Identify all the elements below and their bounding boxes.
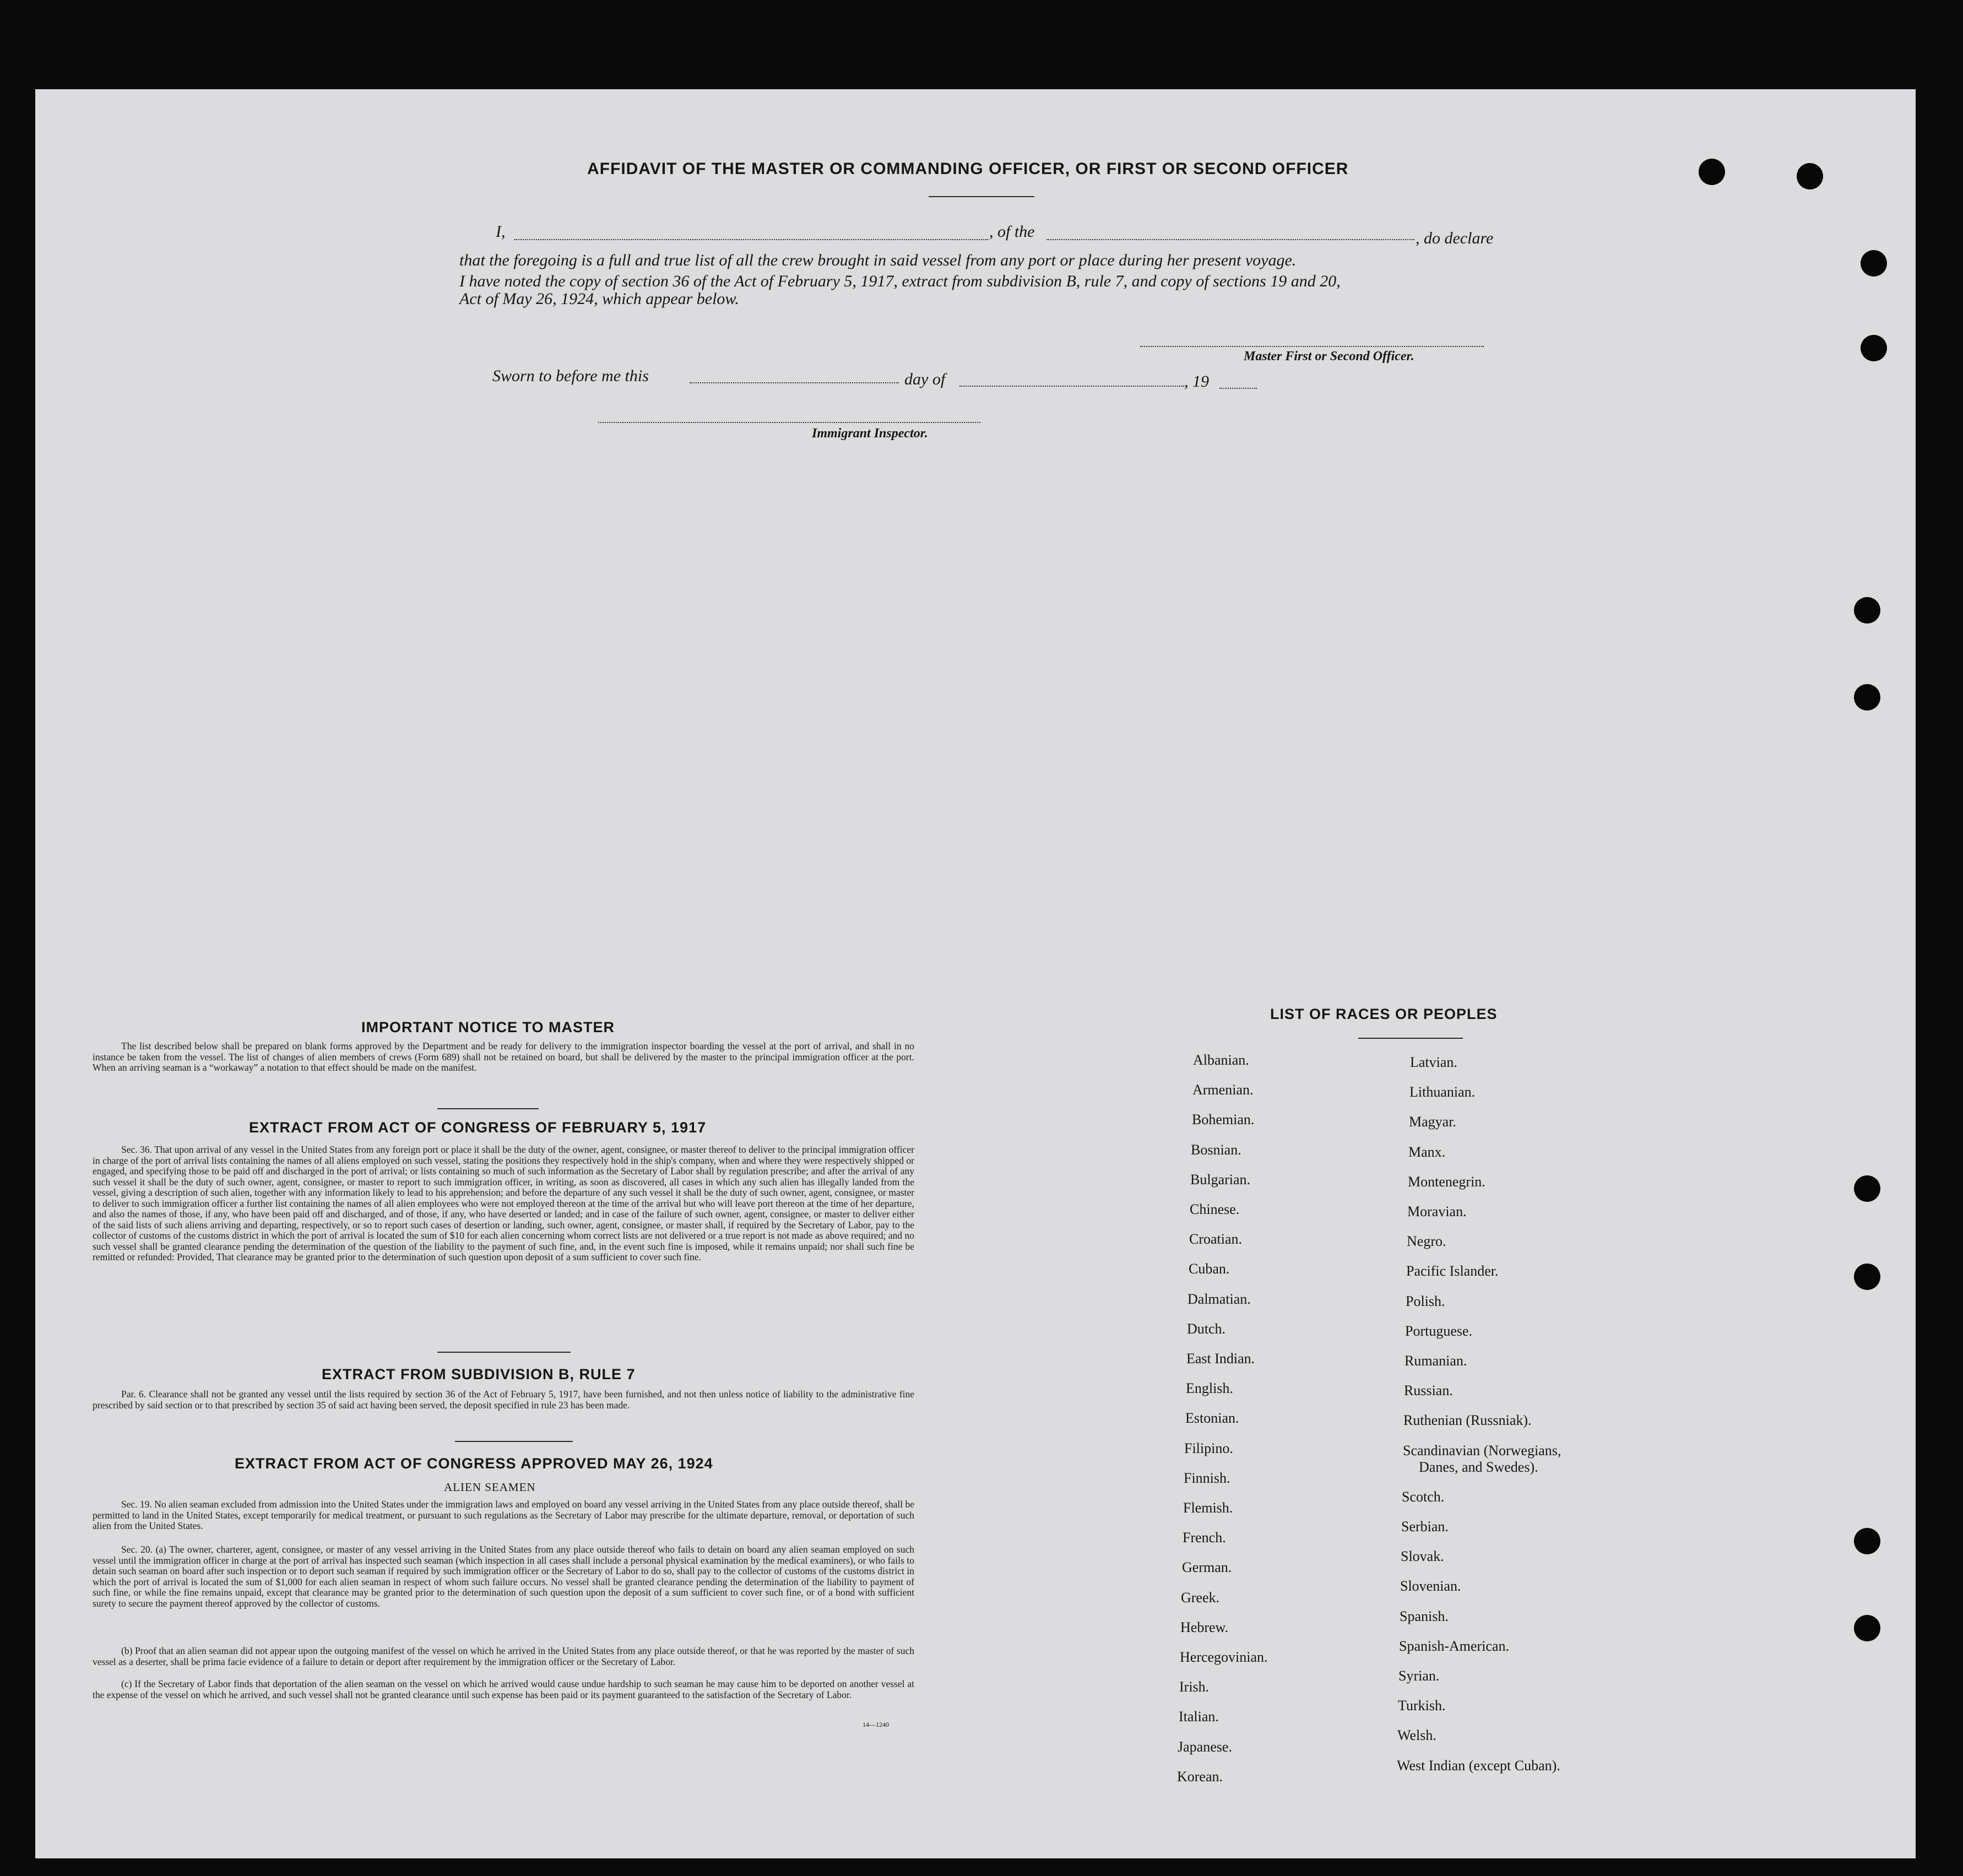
race-item: Estonian.: [1185, 1410, 1239, 1427]
sworn-prefix: Sworn to before me this: [492, 367, 649, 385]
race-item: Portuguese.: [1405, 1322, 1473, 1339]
race-item: Turkish.: [1398, 1698, 1446, 1714]
inspector-label: Immigrant Inspector.: [812, 426, 928, 441]
races-title: LIST OF RACES OR PEOPLES: [1270, 1006, 1498, 1022]
extract-1917-title: EXTRACT FROM ACT OF CONGRESS OF FEBRUARY 5, 1917: [249, 1119, 707, 1136]
race-item: Bulgarian.: [1190, 1171, 1251, 1188]
race-item: West Indian (except Cuban).: [1397, 1757, 1560, 1774]
section-divider: [437, 1352, 571, 1353]
sworn-day-blank: [690, 382, 899, 383]
affidavit-do-declare: , do declare: [1416, 229, 1494, 247]
sworn-month-blank: [959, 386, 1184, 387]
race-item: Hercegovinian.: [1180, 1649, 1268, 1665]
race-item: Syrian.: [1398, 1668, 1440, 1684]
race-item: Polish.: [1406, 1293, 1445, 1309]
affidavit-of-the: , of the: [989, 223, 1035, 241]
race-item: Filipino.: [1184, 1440, 1233, 1456]
race-item: Latvian.: [1410, 1054, 1457, 1070]
race-item: French.: [1183, 1530, 1226, 1546]
extract-1924-title: EXTRACT FROM ACT OF CONGRESS APPROVED MAY 26, 1924: [235, 1455, 713, 1472]
sworn-year: , 19: [1184, 372, 1209, 391]
race-item: Russian.: [1404, 1382, 1453, 1399]
extract-1924-sec20b: (b) Proof that an alien seaman did not appear upon the outgoing manifest of the vessel on which he arrived in the United States from any place outside thereof, or that he was reported by the master of such vessel as a deserter, shall be prima facie evidence of a failure to detain or deport after requirement by the immigration officer or the Secretary of Labor.: [93, 1645, 914, 1667]
extract-1924-sec20c: (c) If the Secretary of Labor finds that deportation of the alien seaman on the vessel on which he arrived would cause undue hardship to such seaman he may cause him to be deported on another vessel at the expense of the vessel on which he arrived, and such vessel shall not be granted clearance until such expense has been paid or its payment guaranteed to the satisfaction of the Secretary of Labor.: [93, 1678, 914, 1700]
binder-hole: [1861, 335, 1887, 361]
race-item: Cuban.: [1189, 1261, 1230, 1277]
affidavit-line4: Act of May 26, 1924, which appear below.: [459, 290, 739, 308]
extract-1924-sec19: Sec. 19. No alien seaman excluded from admission into the United States under the immigration laws and employed on board any vessel arriving in the United States from any place outside thereof, shall be permitted to land in the United States, except temporarily for medical treatment, or pursuant to such regulations as the Secretary of Labor may prescribe for the ultimate departure, removal, or deportation of such alien from the United States.: [93, 1499, 914, 1531]
binder-hole: [1861, 250, 1887, 276]
race-item: Serbian.: [1401, 1519, 1449, 1535]
race-item: East Indian.: [1186, 1351, 1255, 1367]
race-item: Danes, and Swedes).: [1419, 1458, 1538, 1475]
name-blank: [514, 239, 988, 240]
race-item: English.: [1186, 1380, 1233, 1397]
affidavit-title: AFFIDAVIT OF THE MASTER OR COMMANDING OFFICER, OR FIRST OR SECOND OFFICER: [587, 160, 1349, 178]
race-item: German.: [1182, 1559, 1232, 1576]
race-item: Korean.: [1177, 1768, 1223, 1785]
race-item: Dalmatian.: [1187, 1291, 1251, 1307]
notice-body: The list described below shall be prepared on blank forms approved by the Department and be ready for delivery to the immigration inspector boarding the vessel at the port of arrival, and shall in no instance be taken from the vessel. The list of changes of alien members of crews (Form 689) shall not be retained on board, but shall be delivered by the master to the principal immigration officer at the port. When an arriving seaman is a “workaway” a notation to that effect should be made on the manifest.: [93, 1040, 914, 1073]
race-item: Greek.: [1181, 1589, 1220, 1606]
affidavit-i: I,: [496, 223, 506, 241]
race-item: Croatian.: [1189, 1231, 1243, 1248]
extract-1917-body: Sec. 36. That upon arrival of any vessel in the United States from any foreign port or place it shall be the duty of the owner, agent, consignee, or master thereof to deliver to the principal immigration officer in charge of the port of arrival lists containing the names of all aliens employed on such vessel, stating the positions they respectively hold in the ship's company, when and where they were respectively shipped or engaged, and specifying those to be paid off and discharged in the port of arrival; or lists containing so much of such information as the Secretary of Labor shall by regulation prescribe; and after the arrival of any such vessel it shall be the duty of such owner, agent, consignee, or master to report to such immigration officer, in writing, as soon as discovered, all cases in which any such alien has illegally landed from the vessel, giving a description of such alien, together with any information likely to lead to his apprehension; and before the departure of any such vessel it shall be the duty of such owner, agent, consignee, or master to deliver to such immigration officer a further list containing the names of all alien employees who were not employed thereon at the time of the arrival but who will leave port thereon at the time of her departure, and also the names of those, if any, who have been paid off and discharged, and of those, if any, who have deserted or landed; and in case of the failure of such owner, agent, consignee, or master to deliver either of the said lists of such aliens arriving and departing, respectively, or so to report such cases of desertion or landing, such owner, agent, consignee, or master shall, if required by the Secretary of Labor, pay to the collector of customs of the customs district in which the port of arrival is located the sum of $10 for each alien concerning whom correct lists are not delivered or a true report is not made as above required; and no such vessel shall be granted clearance pending the determination of the question of the liability to the payment of such fine, and, in the event such fine is imposed, while it remains unpaid; nor shall such fine be remitted or refunded: Provided, That clearance may be granted prior to the determination of such question upon deposit of a sum sufficient to cover such fine.: [93, 1144, 914, 1262]
binder-hole: [1854, 1175, 1880, 1202]
race-item: Flemish.: [1183, 1500, 1233, 1516]
race-item: Bohemian.: [1192, 1111, 1255, 1128]
race-item: Moravian.: [1407, 1203, 1467, 1219]
section-divider: [437, 1108, 539, 1109]
affidavit-line3: I have noted the copy of section 36 of the Act of February 5, 1917, extract from subdivision B, rule 7, and copy of sections 19 and 20,: [459, 272, 1341, 290]
sworn-line: [492, 366, 1264, 391]
race-item: Negro.: [1407, 1233, 1446, 1250]
master-signature-line: [1140, 346, 1484, 347]
race-item: Albanian.: [1193, 1052, 1249, 1068]
race-item: Slovak.: [1401, 1548, 1444, 1565]
race-item: Scandinavian (Norwegians,: [1403, 1442, 1561, 1458]
race-item: Finnish.: [1184, 1470, 1230, 1486]
race-item: Japanese.: [1178, 1738, 1232, 1755]
form-number: 14—1240: [863, 1721, 889, 1728]
section-divider: [455, 1441, 573, 1442]
race-item: Magyar.: [1409, 1114, 1456, 1130]
race-item: Lithuanian.: [1409, 1084, 1476, 1100]
extract-1924-subtitle: ALIEN SEAMEN: [444, 1481, 536, 1494]
master-signature-label: Master First or Second Officer.: [1244, 349, 1414, 364]
race-item: Montenegrin.: [1408, 1173, 1485, 1190]
binder-hole: [1854, 684, 1880, 711]
race-item: Chinese.: [1190, 1201, 1240, 1217]
race-item: Bosnian.: [1191, 1141, 1241, 1158]
race-item: Spanish-American.: [1399, 1638, 1510, 1654]
race-item: Italian.: [1179, 1709, 1219, 1725]
affidavit-line1: [496, 221, 1509, 247]
race-item: Scotch.: [1402, 1488, 1445, 1505]
race-item: Ruthenian (Russniak).: [1403, 1412, 1532, 1429]
race-item: Manx.: [1408, 1143, 1446, 1160]
affidavit-line2: that the foregoing is a full and true list of all the crew brought in said vessel from any port or place during her present voyage.: [459, 251, 1297, 269]
binder-hole: [1797, 163, 1823, 189]
binder-hole: [1699, 159, 1725, 185]
binder-hole: [1854, 1528, 1880, 1554]
extract-rule7-title: EXTRACT FROM SUBDIVISION B, RULE 7: [322, 1366, 636, 1382]
race-item: Hebrew.: [1180, 1619, 1229, 1635]
sworn-day-of: day of: [904, 370, 946, 388]
notice-title: IMPORTANT NOTICE TO MASTER: [361, 1019, 615, 1035]
race-item: Armenian.: [1192, 1082, 1254, 1098]
races-divider: [1358, 1038, 1463, 1039]
race-item: Slovenian.: [1400, 1578, 1461, 1595]
binder-hole: [1854, 597, 1880, 623]
binder-hole: [1854, 1264, 1880, 1290]
race-item: Spanish.: [1400, 1608, 1449, 1624]
race-item: Rumanian.: [1405, 1353, 1467, 1369]
inspector-signature-line: [598, 422, 980, 423]
race-item: Pacific Islander.: [1406, 1263, 1499, 1279]
race-item: Irish.: [1179, 1679, 1210, 1695]
race-item: Welsh.: [1397, 1727, 1436, 1744]
binder-hole: [1854, 1615, 1880, 1641]
extract-rule7-body: Par. 6. Clearance shall not be granted any vessel until the lists required by section 36 of the Act of February 5, 1917, have been furnished, and not then unless notice of liability to the administrative fine prescribed by said section or to that prescribed by section 35 of said act having been served, the deposit specified in rule 23 has been made.: [93, 1389, 914, 1411]
sworn-year-blank: [1219, 388, 1257, 389]
vessel-blank: [1046, 239, 1414, 240]
title-divider: [929, 196, 1034, 197]
race-item: Dutch.: [1187, 1320, 1226, 1337]
extract-1924-sec20a: Sec. 20. (a) The owner, charterer, agent, consignee, or master of any vessel arriving in the United States from any place outside thereof who fails to detain on board any alien seaman employed on such vessel until the immigration officer in charge at the port of arrival has inspected such seaman (which inspection in all cases shall include a personal physical examination by the medical examiners), or who fails to detain such seaman on board after such inspection or to deport such seaman if required by such immigration officer or the Secretary of Labor to do so, shall pay to the collector of customs of the customs district in which the port of arrival is located the sum of $1,000 for each alien seaman in respect of whom such failure occurs. No vessel shall be granted clearance pending the determination of the liability to payment of such fine, or while the fine remains unpaid, except that clearance may be granted prior to the determination of such question upon the deposit of a sum sufficient to cover such fine, or of a bond with sufficient surety to secure the payment thereof approved by the collector of customs.: [93, 1544, 914, 1609]
